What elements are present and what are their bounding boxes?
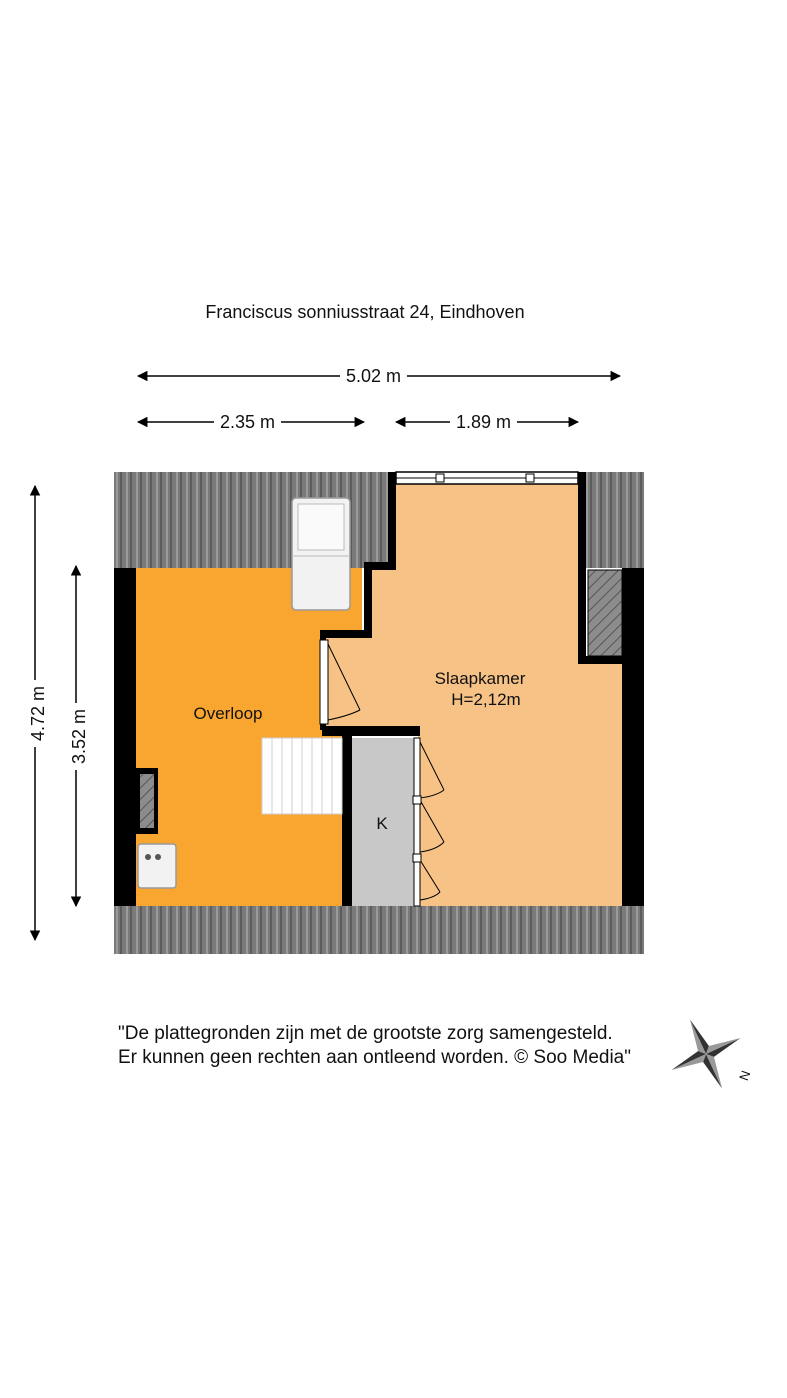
chimney-left xyxy=(140,774,154,828)
wall-left xyxy=(114,568,136,906)
wall-kast-left xyxy=(342,726,352,906)
room-label-overloop: Overloop xyxy=(193,704,263,723)
wall-step-vert xyxy=(364,562,372,638)
wall-right-upper xyxy=(578,472,586,662)
dim-inner-depth-label: 3.52 m xyxy=(69,703,90,770)
dim-right-width-label: 1.89 m xyxy=(450,412,517,433)
chimney-right xyxy=(588,570,622,656)
stairs xyxy=(262,738,342,814)
disclaimer xyxy=(118,1022,631,1070)
room-label-slaapkamer: Slaapkamer xyxy=(434,669,526,688)
disclaimer-line-1: "De plattegronden zijn met de grootste zorg samengesteld. xyxy=(118,1023,613,1044)
wall-kast-top xyxy=(322,726,420,736)
wall-right xyxy=(622,568,644,906)
address-title: Franciscus sonniusstraat 24, Eindhoven xyxy=(205,302,525,322)
roof-bottom xyxy=(114,906,644,954)
roof-top-right xyxy=(578,472,644,568)
room-height-slaapkamer: H=2,12m xyxy=(451,690,521,709)
room-label-kast: K xyxy=(376,814,388,833)
dim-total-width-label: 5.02 m xyxy=(340,366,407,387)
compass-north-label: N xyxy=(736,1068,754,1083)
wall-right-notch xyxy=(578,656,644,664)
wall-step-top xyxy=(372,562,396,570)
sink xyxy=(138,844,176,888)
dim-total-depth-label: 4.72 m xyxy=(28,680,49,747)
dim-left-width-label: 2.35 m xyxy=(214,412,281,433)
wall-dormer-left xyxy=(388,472,396,568)
compass-rose xyxy=(656,1004,757,1105)
wall-inner-top xyxy=(322,630,372,638)
disclaimer-line-2: Er kunnen geen rechten aan ontleend worden. © Soo Media" xyxy=(118,1047,631,1068)
